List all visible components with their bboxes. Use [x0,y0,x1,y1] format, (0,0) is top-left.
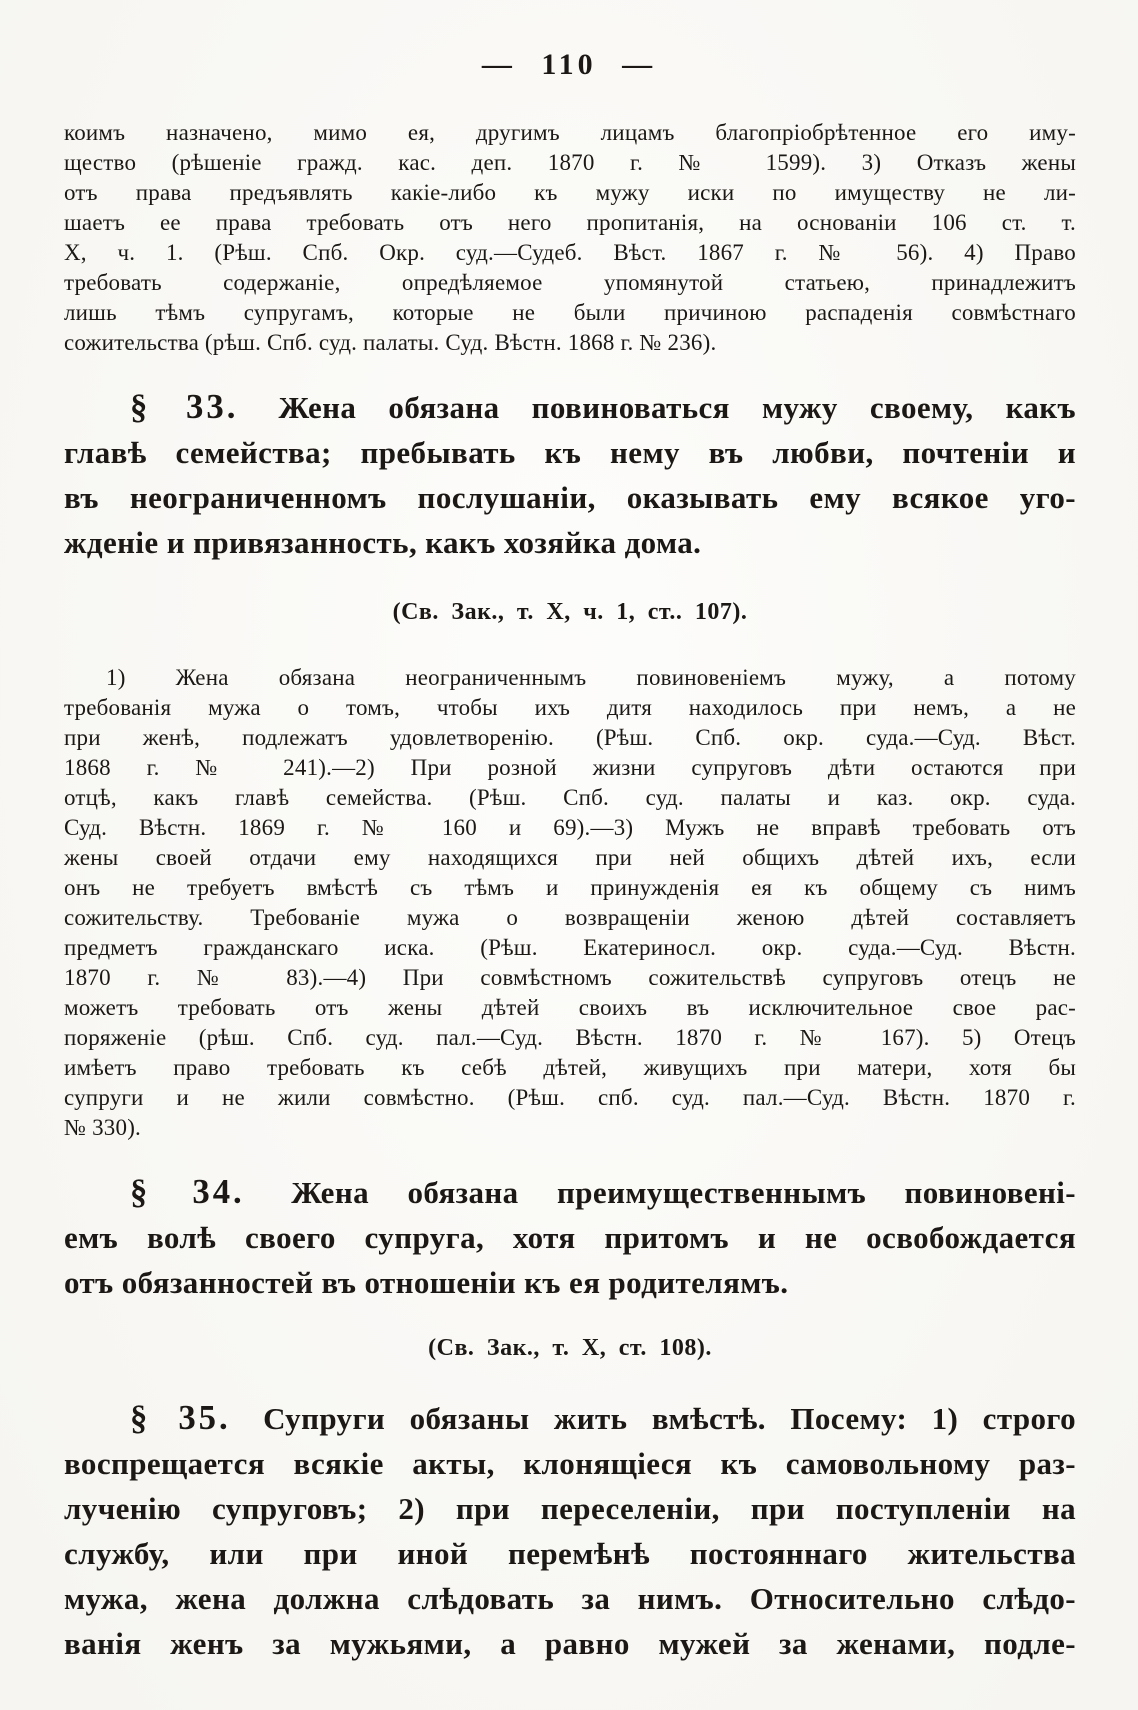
text-line: лученію супруговъ; 2) при переселеніи, при поступленіи на [64,1491,1076,1526]
text-line: поряженіе (рѣш. Спб. суд. пал.—Суд. Вѣстн. 1870 г. № 167). 5) Отецъ [64,1025,1076,1050]
text-line: лишь тѣмъ супругамъ, которые не были причиною распаденія совмѣстнаго [64,300,1076,325]
text-line: предметъ гражданскаго иска. (Рѣш. Екатериносл. окр. суда.—Суд. Вѣстн. [64,935,1076,960]
text-line: емъ волѣ своего супруга, хотя притомъ и не освобождается [64,1220,1076,1255]
section-paragraph-33 [64,384,1076,565]
text-line: въ неограниченномъ послушаніи, оказывать ему всякое уго- [64,480,1076,515]
text-line: № 330). [64,1115,142,1140]
text-line: 1868 г. № 241).—2) При розной жизни супруговъ дѣти остаются при [64,755,1076,780]
text-line: жденіе и привязанность, какъ хозяйка дома. [64,525,702,560]
text-line: главѣ семейства; пребывать къ нему въ любви, почтеніи и [64,435,1076,470]
text-line: отъ обязанностей въ отношеніи къ ея родителямъ. [64,1265,789,1300]
commentary-paragraph [64,663,1076,1143]
text-line [64,1395,1076,1441]
text-line: коимъ назначено, мимо ея, другимъ лицамъ благопріобрѣтенное его иму- [64,120,1076,145]
section-first-text: Жена обязана преимущественнымъ повиновені- [252,1175,1077,1210]
section-marker: § 35. [130,1398,231,1437]
text-line: 1870 г. № 83).—4) При совмѣстномъ сожительствѣ супруговъ отецъ не [64,965,1076,990]
text-line: воспрещается всякіе акты, клонящіеся къ самовольному раз- [64,1446,1076,1481]
text-line: онъ не требуетъ вмѣстѣ съ тѣмъ и принужденія ея къ общему съ нимъ [64,875,1076,900]
text-block [64,118,1076,1666]
section-paragraph-34 [64,1169,1076,1305]
text-line: требовать содержаніе, опредѣляемое упомянутой статьею, принадлежитъ [64,270,1076,295]
text-line: сожительству. Требованіе мужа о возвращеніи женою дѣтей составляетъ [64,905,1076,930]
text-line: мужа, жена должна слѣдовать за нимъ. Относительно слѣдо- [64,1581,1076,1616]
text-line: супруги и не жили совмѣстно. (Рѣш. спб. суд. пал.—Суд. Вѣстн. 1870 г. [64,1085,1076,1110]
text-line: X, ч. 1. (Рѣш. Спб. Окр. суд.—Судеб. Вѣст. 1867 г. № 56). 4) Право [64,240,1076,265]
text-line [64,384,1076,430]
section-paragraph-35 [64,1395,1076,1666]
text-line: при женѣ, подлежатъ удовлетворенію. (Рѣш. Спб. окр. суда.—Суд. Вѣст. [64,725,1076,750]
section-first-text: Жена обязана повиноваться мужу своему, какъ [246,390,1077,425]
text-line: службу, или при иной перемѣнѣ постояннаго жительства [64,1536,1076,1571]
citation-107: (Св. Зак., т. X, ч. 1, ст.. 107). [392,599,748,625]
text-line: жены своей отдачи ему находящихся при ней общихъ дѣтей ихъ, если [64,845,1076,870]
section-marker: § 34. [130,1172,245,1211]
text-line: отцѣ, какъ главѣ семейства. (Рѣш. Спб. суд. палаты и каз. окр. суда. [64,785,1076,810]
text-line: имѣетъ право требовать къ себѣ дѣтей, живущихъ при матери, хотя бы [64,1055,1076,1080]
text-line: 1) Жена обязана неограниченнымъ повиновеніемъ мужу, а потому [106,665,1076,690]
text-line: ванія женъ за мужьями, а равно мужей за женами, подле- [64,1626,1076,1661]
citation-108: (Св. Зак., т. X, ст. 108). [428,1335,712,1361]
text-line: шаетъ ее права требовать отъ него пропитанія, на основаніи 106 ст. т. [64,210,1076,235]
continuation-paragraph [64,118,1076,358]
text-line: сожительства (рѣш. Спб. суд. палаты. Суд. Вѣстн. 1868 г. № 236). [64,330,717,355]
text-line: щество (рѣшеніе гражд. кас. деп. 1870 г. № 1599). 3) Отказъ жены [64,150,1076,175]
page-number: — 110 — [481,48,657,81]
section-first-text: Супруги обязаны жить вмѣстѣ. Посему: 1) строго [238,1401,1076,1436]
section-marker: § 33. [130,387,239,426]
text-line: требованія мужа о томъ, чтобы ихъ дитя находилось при немъ, а не [64,695,1076,720]
text-line [64,1169,1076,1215]
text-line: отъ права предъявлять какіе-либо къ мужу иски по имуществу не ли- [64,180,1076,205]
text-line: можетъ требовать отъ жены дѣтей своихъ въ исключительное свое рас- [64,995,1076,1020]
text-line: Суд. Вѣстн. 1869 г. № 160 и 69).—3) Мужъ не вправѣ требовать отъ [64,815,1076,840]
